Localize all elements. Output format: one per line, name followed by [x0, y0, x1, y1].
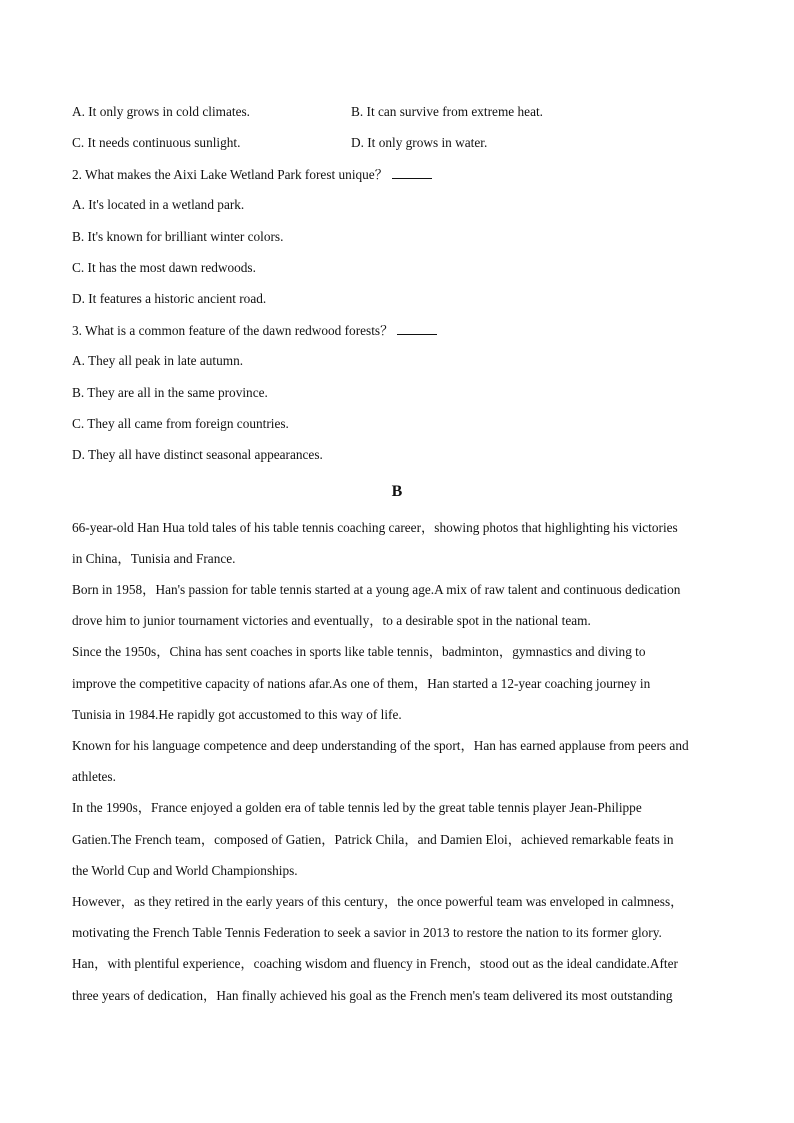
passage-line: In the 1990s，France enjoyed a golden era of table tennis led by the great table tennis player Jean-Philippe [72, 800, 642, 815]
passage-line: Gatien.The French team，composed of Gatien，Patrick Chila，and Damien Eloi，achieved remarkable feats in [72, 832, 674, 847]
q3-option-d: D. They all have distinct seasonal appearances. [72, 447, 323, 462]
q3-question-row [72, 322, 437, 339]
q1-option-b: B. It can survive from extreme heat. [351, 104, 543, 119]
passage-line: three years of dedication，Han finally achieved his goal as the French men's team delivered its most outstanding [72, 988, 673, 1003]
q3-answer-blank [397, 322, 437, 335]
passage-line: Known for his language competence and deep understanding of the sport，Han has earned applause from peers and [72, 738, 689, 753]
q3-option-a: A. They all peak in late autumn. [72, 353, 244, 368]
q3-question: 3. What is a common feature of the dawn redwood forests？ [72, 323, 394, 338]
q1-option-d: D. It only grows in water. [351, 135, 488, 150]
q2-question-row [72, 166, 432, 183]
passage-line: drove him to junior tournament victories and eventually，to a desirable spot in the national team. [72, 613, 591, 628]
passage-line: motivating the French Table Tennis Federation to seek a savior in 2013 to restore the nation to its former glory. [72, 925, 662, 940]
passage-line: 66-year-old Han Hua told tales of his table tennis coaching career，showing photos that highlighting his victories [72, 520, 678, 535]
passage-line: the World Cup and World Championships. [72, 863, 298, 878]
passage-line: Since the 1950s，China has sent coaches in sports like table tennis，badminton，gymnastics and diving to [72, 644, 646, 659]
q3-option-c: C. They all came from foreign countries. [72, 416, 289, 431]
q1-option-c: C. It needs continuous sunlight. [72, 135, 241, 150]
q2-option-a: A. It's located in a wetland park. [72, 197, 245, 212]
passage-line: athletes. [72, 769, 116, 784]
passage-line: in China，Tunisia and France. [72, 551, 236, 566]
passage-line: However，as they retired in the early years of this century，the once powerful team was enveloped in calmness， [72, 894, 684, 909]
q2-question: 2. What makes the Aixi Lake Wetland Park forest unique？ [72, 167, 389, 182]
passage-line: Tunisia in 1984.He rapidly got accustomed to this way of life. [72, 707, 402, 722]
q2-option-b: B. It's known for brilliant winter colors. [72, 229, 284, 244]
q1-option-a: A. It only grows in cold climates. [72, 104, 251, 119]
q2-answer-blank [392, 166, 432, 179]
passage-line: Han，with plentiful experience，coaching wisdom and fluency in French，stood out as the ideal candidate.After [72, 956, 678, 971]
q3-option-b: B. They are all in the same province. [72, 385, 268, 400]
passage-line: Born in 1958，Han's passion for table tennis started at a young age.A mix of raw talent and continuous dedication [72, 582, 681, 597]
section-b-title: B [391, 483, 403, 500]
q2-option-d: D. It features a historic ancient road. [72, 291, 267, 306]
passage-line: improve the competitive capacity of nations afar.As one of them，Han started a 12-year coaching journey in [72, 676, 651, 691]
q2-option-c: C. It has the most dawn redwoods. [72, 260, 256, 275]
